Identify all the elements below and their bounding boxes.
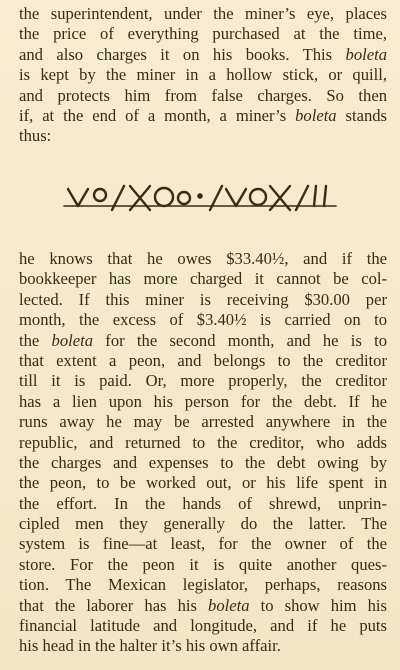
text-line: if, at the end of a month, a miner’s boleta stands	[19, 105, 387, 125]
italic-word: boleta	[51, 330, 94, 350]
text-line: is kept by the miner in a hollow stick, or quill,	[19, 65, 387, 85]
boleta-tally-marks	[60, 180, 340, 220]
text-line: till it is paid. Or, more properly, the creditor	[19, 371, 387, 391]
text-line: and also charges it on his books. This boleta	[19, 44, 387, 64]
text-line: runs away he may be arrested anywhere in the	[19, 412, 387, 432]
text-line: the effort. In the hands of shrewd, unprin-	[19, 493, 387, 513]
text-line: that the laborer has his boleta to show him his	[19, 595, 387, 615]
text-line: the superintendent, under the miner’s eye, places	[19, 4, 387, 23]
text-line: store. For the peon it is quite another ques-	[19, 554, 387, 574]
text-line: the charges and expenses to the debt owing by	[19, 452, 387, 472]
text-line: has a lien upon his person for the debt. If he	[19, 391, 387, 411]
text-line: the price of everything purchased at the time,	[19, 24, 387, 44]
text-line: financial latitude and longitude, and if he puts	[19, 616, 387, 636]
text-line: his head in the halter it’s his own affair.	[19, 636, 281, 656]
paragraph-2	[19, 249, 387, 657]
italic-word: boleta	[295, 105, 337, 125]
italic-word: boleta	[345, 44, 387, 64]
text-line: and protects him from false charges. So then	[19, 85, 387, 105]
text-line: he knows that he owes $33.40½, and if the	[19, 249, 387, 268]
text-line: tion. The Mexican legislator, perhaps, reasons	[19, 575, 387, 595]
text-line: that extent a peon, and belongs to the creditor	[19, 350, 387, 370]
text-line: republic, and returned to the creditor, who adds	[19, 432, 387, 452]
text-line: the peon, to be worked out, or his life spent in	[19, 473, 387, 493]
text-line: the boleta for the second month, and he is to	[19, 330, 388, 350]
text-line: month, the excess of $3.40½ is carried on to	[19, 310, 387, 330]
text-line: cipled men they generally do the latter. The	[19, 514, 387, 534]
paragraph-1	[19, 4, 387, 147]
italic-word: boleta	[208, 595, 250, 615]
text-line: bookkeeper has more charged it cannot be col-	[19, 269, 387, 289]
text-line: lected. If this miner is receiving $30.00 per	[19, 289, 387, 309]
text-line: thus:	[19, 126, 52, 146]
text-line: system is fine—at least, for the owner of the	[19, 534, 387, 554]
